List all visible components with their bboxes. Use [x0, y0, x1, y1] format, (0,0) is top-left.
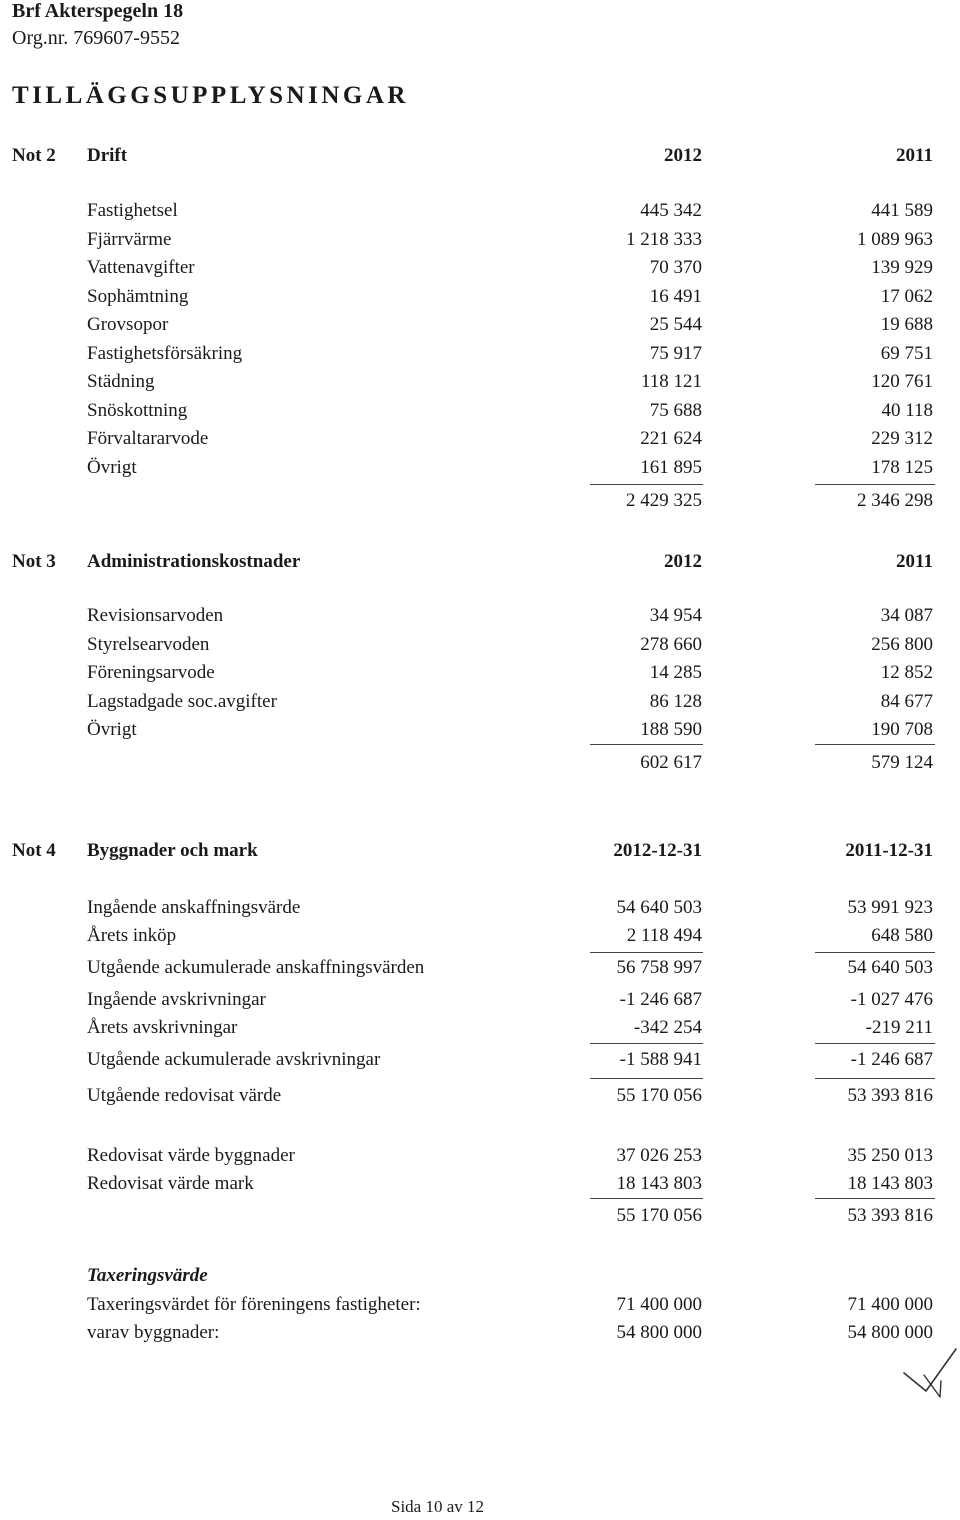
sum-line	[815, 952, 935, 953]
row-value-previous-year: 139 929	[871, 257, 933, 278]
sum-line	[815, 744, 935, 745]
row-value-current-year: 2 118 494	[626, 925, 702, 946]
row-value-previous-year: 19 688	[880, 314, 933, 335]
row-value-current-year: 56 758 997	[616, 957, 702, 978]
sum-line	[590, 1198, 703, 1199]
column-header-2012: 2012	[664, 551, 702, 572]
page-title: TILLÄGGSUPPLYSNINGAR	[12, 82, 409, 109]
row-label: Fastighetsförsäkring	[87, 343, 243, 364]
row-value-current-year: 54 640 503	[616, 897, 702, 918]
note-number: Not 3	[12, 551, 56, 572]
note-4-total-2011: 53 393 816	[847, 1205, 933, 1226]
row-label: Utgående redovisat värde	[87, 1085, 282, 1106]
row-value-previous-year: -1 027 476	[850, 989, 933, 1010]
org-number: Org.nr. 769607-9552	[12, 27, 180, 49]
note-4-total-2012: 55 170 056	[616, 1205, 702, 1226]
row-label: Sophämtning	[87, 286, 189, 307]
row-label: Styrelsearvoden	[87, 634, 210, 655]
row-label: Årets inköp	[87, 925, 177, 946]
row-value-previous-year: 229 312	[871, 428, 933, 449]
note-2-total-2012: 2 429 325	[626, 490, 702, 511]
row-label: Revisionsarvoden	[87, 605, 224, 626]
row-value-previous-year: 69 751	[880, 343, 933, 364]
note-3-total-2011: 579 124	[871, 752, 933, 773]
signature-checkmark-icon	[900, 1345, 960, 1405]
row-value-previous-year: 441 589	[871, 200, 933, 221]
note-number: Not 4	[12, 840, 56, 861]
row-value-current-year: 188 590	[640, 719, 702, 740]
row-label: varav byggnader:	[87, 1322, 220, 1343]
row-value-previous-year: 1 089 963	[857, 229, 933, 250]
row-value-current-year: 70 370	[649, 257, 702, 278]
note-3-total-2012: 602 617	[640, 752, 702, 773]
sum-line	[815, 484, 935, 485]
row-value-current-year: 75 917	[649, 343, 702, 364]
row-value-current-year: 14 285	[649, 662, 702, 683]
sum-line	[590, 484, 703, 485]
row-value-current-year: -1 588 941	[619, 1049, 702, 1070]
sum-line	[590, 1078, 703, 1079]
row-value-previous-year: 18 143 803	[847, 1173, 933, 1194]
row-value-previous-year: -1 246 687	[850, 1049, 933, 1070]
row-value-previous-year: 35 250 013	[847, 1145, 933, 1166]
row-value-current-year: 55 170 056	[616, 1085, 702, 1106]
row-value-current-year: 37 026 253	[616, 1145, 702, 1166]
row-label: Utgående ackumulerade anskaffningsvärden	[87, 957, 425, 978]
row-label: Snöskottning	[87, 400, 188, 421]
row-label: Redovisat värde mark	[87, 1173, 254, 1194]
sum-line	[815, 1078, 935, 1079]
row-value-previous-year: 53 393 816	[847, 1085, 933, 1106]
row-label: Lagstadgade soc.avgifter	[87, 691, 277, 712]
row-value-previous-year: 40 118	[881, 400, 933, 421]
sum-line	[590, 952, 703, 953]
row-label: Förvaltararvode	[87, 428, 209, 449]
row-value-current-year: 278 660	[640, 634, 702, 655]
column-header-2012: 2012	[664, 145, 702, 166]
row-value-current-year: 25 544	[649, 314, 702, 335]
row-label: Vattenavgifter	[87, 257, 195, 278]
row-value-current-year: 71 400 000	[616, 1294, 702, 1315]
row-label: Ingående avskrivningar	[87, 989, 266, 1010]
row-label: Fjärrvärme	[87, 229, 172, 250]
row-value-current-year: 221 624	[640, 428, 702, 449]
row-value-current-year: -342 254	[633, 1017, 702, 1038]
note-2-total-2011: 2 346 298	[857, 490, 933, 511]
note-title: Byggnader och mark	[87, 840, 258, 861]
row-value-previous-year: 53 991 923	[847, 897, 933, 918]
row-value-current-year: 118 121	[640, 371, 702, 392]
row-value-previous-year: 190 708	[871, 719, 933, 740]
row-label: Fastighetsel	[87, 200, 178, 221]
row-label: Taxeringsvärdet för föreningens fastigheter:	[87, 1294, 421, 1315]
row-value-current-year: 75 688	[649, 400, 702, 421]
row-label: Övrigt	[87, 457, 137, 478]
row-value-previous-year: 17 062	[880, 286, 933, 307]
row-value-current-year: 86 128	[649, 691, 702, 712]
row-value-current-year: 16 491	[649, 286, 702, 307]
note-title: Administrationskostnader	[87, 551, 301, 572]
row-label: Grovsopor	[87, 314, 169, 335]
sum-line	[590, 744, 703, 745]
sum-line	[815, 1043, 935, 1044]
row-value-previous-year: 84 677	[880, 691, 933, 712]
row-value-previous-year: 256 800	[871, 634, 933, 655]
row-label: Övrigt	[87, 719, 137, 740]
column-header-2012-12-31: 2012-12-31	[613, 840, 702, 861]
org-name: Brf Akterspegeln 18	[12, 0, 184, 22]
page-number: Sida 10 av 12	[391, 1497, 485, 1516]
note-title: Drift	[87, 145, 128, 166]
row-value-previous-year: 34 087	[880, 605, 933, 626]
row-value-current-year: 18 143 803	[616, 1173, 702, 1194]
column-header-2011-12-31: 2011-12-31	[845, 840, 933, 861]
row-label: Utgående ackumulerade avskrivningar	[87, 1049, 381, 1070]
row-value-previous-year: 120 761	[871, 371, 933, 392]
column-header-2011: 2011	[896, 551, 933, 572]
row-value-previous-year: 648 580	[871, 925, 933, 946]
note-number: Not 2	[12, 145, 56, 166]
row-value-current-year: -1 246 687	[619, 989, 702, 1010]
row-value-previous-year: 178 125	[871, 457, 933, 478]
row-value-current-year: 445 342	[640, 200, 702, 221]
taxation-value-heading: Taxeringsvärde	[87, 1265, 208, 1286]
row-value-previous-year: 12 852	[880, 662, 933, 683]
row-value-previous-year: -219 211	[865, 1017, 933, 1038]
row-label: Föreningsarvode	[87, 662, 215, 683]
row-label: Städning	[87, 371, 155, 392]
row-value-previous-year: 54 640 503	[847, 957, 933, 978]
row-value-current-year: 1 218 333	[626, 229, 702, 250]
column-header-2011: 2011	[896, 145, 933, 166]
row-value-previous-year: 54 800 000	[847, 1322, 933, 1343]
row-label: Årets avskrivningar	[87, 1017, 238, 1038]
sum-line	[815, 1198, 935, 1199]
row-value-current-year: 34 954	[649, 605, 702, 626]
row-label: Ingående anskaffningsvärde	[87, 897, 301, 918]
row-value-current-year: 161 895	[640, 457, 702, 478]
sum-line	[590, 1043, 703, 1044]
row-value-previous-year: 71 400 000	[847, 1294, 933, 1315]
row-value-current-year: 54 800 000	[616, 1322, 702, 1343]
row-label: Redovisat värde byggnader	[87, 1145, 295, 1166]
